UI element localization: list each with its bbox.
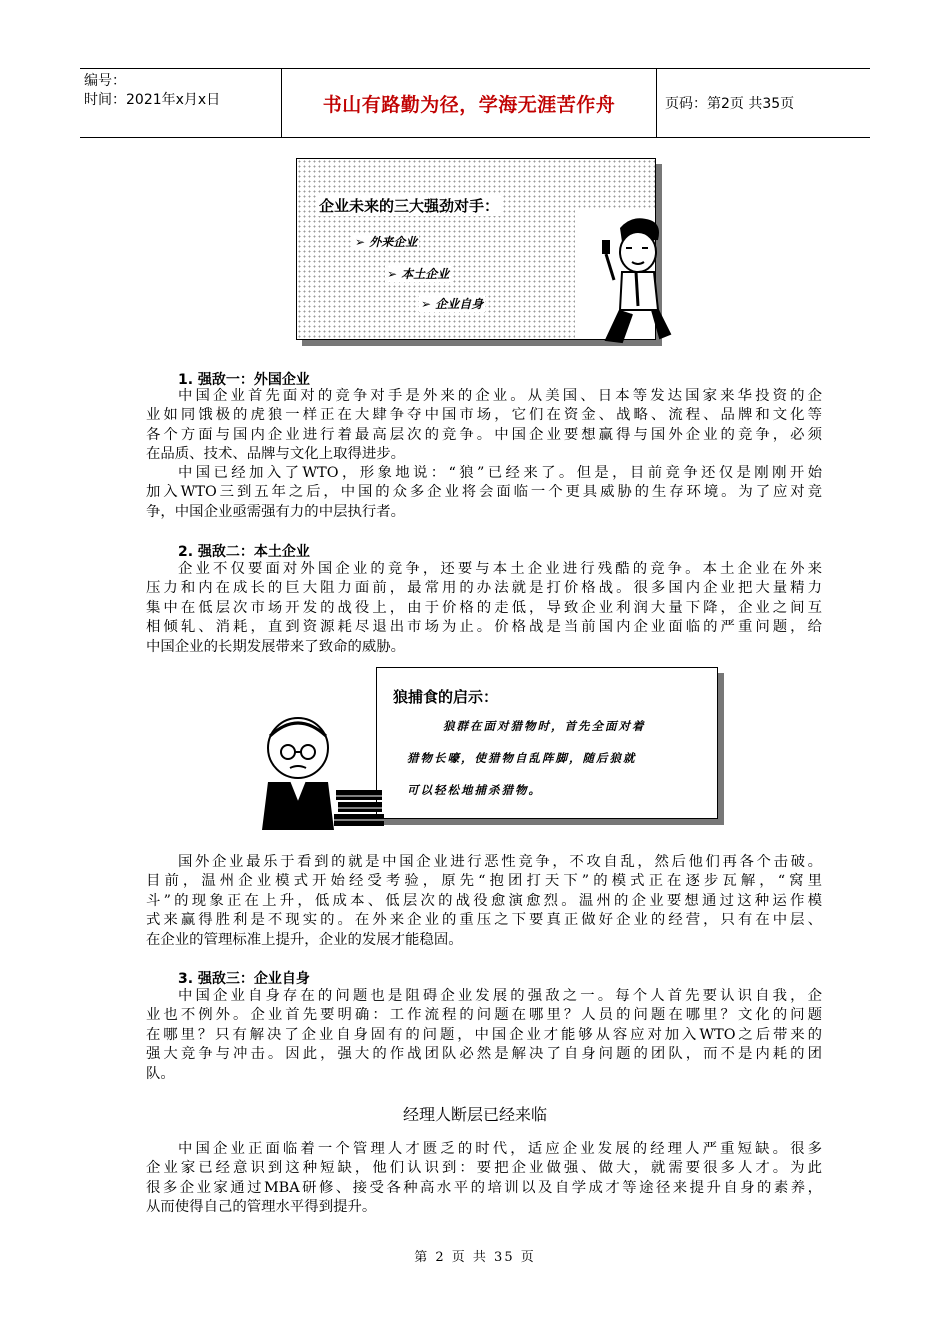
chapter-paragraph-1: 中国企业正面临着一个管理人才匮乏的时代，适应企业发展的经理人严重短缺。很多 企业家已经意识到这种短缺，他们认识到：要把企业做强、做大，就需要很多人才。为此 很多企业家通过MBA研修、接受各种高水平的培训以及自学成才等途径来提升自身的素养， 从而使得自己的管理水平得到提升。 bbox=[146, 1141, 822, 1216]
bullet-arrow-icon: ➢ bbox=[421, 297, 432, 311]
header-motto-cell bbox=[282, 69, 657, 137]
figure2-line-1: 狼群在面对猎物时，首先全面对着 bbox=[443, 719, 646, 733]
figure1-title: 企业未来的三大强劲对手： bbox=[319, 197, 500, 215]
figure2-line-2: 猎物长嚎，使猎物自乱阵脚，随后狼就 bbox=[407, 751, 637, 765]
figure2-line-3: 可以轻松地捕杀猎物。 bbox=[407, 783, 542, 797]
section3-paragraph-1: 中国企业自身存在的问题也是阻碍企业发展的强敌之一。每个人首先要认识自我，企 业也不例外。企业首先要明确：工作流程的问题在哪里？人员的问题在哪里？文化的问题 在哪里？只有解决了企业自身固有的问题，中国企业才能够从容应对加入WTO之后带来的 强大竞争与冲击。因此，强大的作战团队必然是解决了自身问题的团队，而不是内耗的团 队。 bbox=[146, 988, 822, 1082]
header-motto: 书山有路勤为径，学海无涯苦作舟 bbox=[322, 93, 616, 116]
figure1-item-1: ➢ 外来企业 bbox=[355, 235, 418, 249]
bullet-arrow-icon: ➢ bbox=[387, 267, 398, 281]
section3-heading: 3. 强敌三：企业自身 bbox=[178, 971, 310, 987]
chapter-title: 经理人断层已经来临 bbox=[402, 1105, 547, 1124]
section2-paragraph-1: 企业不仅要面对外国企业的竞争，还要与本土企业进行残酷的竞争。本土企业在外来 压力和内在成长的巨大阻力面前，最常用的办法就是打价格战。很多国内企业把大量精力 集中在低层次市场开发的战役上，由于价格的走低，导致企业利润大量下降，企业之间互 相倾轧、消耗，直到资源耗尽退出市场为止。价格战是当前国内企业面临的严重问题，给 中国企业的长期发展带来了致命的威胁。 bbox=[146, 561, 822, 655]
figure2-title: 狼捕食的启示： bbox=[393, 688, 499, 706]
section2-heading: 2. 强敌二：本土企业 bbox=[178, 544, 310, 560]
section1-paragraph-1: 中国企业首先面对的竞争对手是外来的企业。从美国、日本等发达国家来华投资的企 业如同饿极的虎狼一样正在大肆争夺中国市场，它们在资金、战略、流程、品牌和文化等 各个方面与国内企业进行着最高层次的竞争。中国企业要想赢得与国外企业的竞争，必须 在品质、技术、品牌与文化上取得进步。 bbox=[146, 388, 822, 463]
bullet-arrow-icon: ➢ bbox=[355, 235, 366, 249]
number-label: 编号： bbox=[84, 73, 126, 89]
page-footer: 第 2 页 共 35 页 bbox=[414, 1250, 536, 1265]
time-label: 时间：2021年x月x日 bbox=[84, 92, 221, 108]
header-meta bbox=[80, 69, 282, 137]
paragraph-after-figure2: 国外企业最乐于看到的就是中国企业进行恶性竞争，不攻自乱，然后他们再各个击破。 目前，温州企业模式开始经受考验，原先“抱团打天下”的模式正在逐步瓦解，“窝里 斗”的现象正在上升，低成本、低层次的战役愈演愈烈。温州的企业要想通过这种运作模 式来赢得胜利是不现实的。在外来企业的重压之下要真正做好企业的经营，只有在中层、 在企业的管理标准上提升，企业的发展才能稳固。 bbox=[146, 854, 822, 948]
page-header bbox=[80, 68, 870, 138]
figure1-item-2: ➢ 本土企业 bbox=[387, 267, 450, 281]
section1-paragraph-2: 中国已经加入了WTO，形象地说：“狼”已经来了。但是，目前竞争还仅是刚刚开始 加入WTO三到五年之后，中国的众多企业将会面临一个更具威胁的生存环境。为了应对竞 争，中国企业亟需强有力的中层执行者。 bbox=[146, 465, 822, 520]
header-page-info: 页码：第2页 共35页 bbox=[665, 96, 795, 112]
section1-heading: 1. 强敌一：外国企业 bbox=[178, 372, 310, 388]
cartoon-man-with-gun-icon bbox=[592, 210, 672, 350]
figure-wolf-lesson bbox=[376, 667, 718, 819]
cartoon-scholar-with-books-icon bbox=[258, 712, 388, 832]
figure1-item-3: ➢ 企业自身 bbox=[421, 297, 484, 311]
